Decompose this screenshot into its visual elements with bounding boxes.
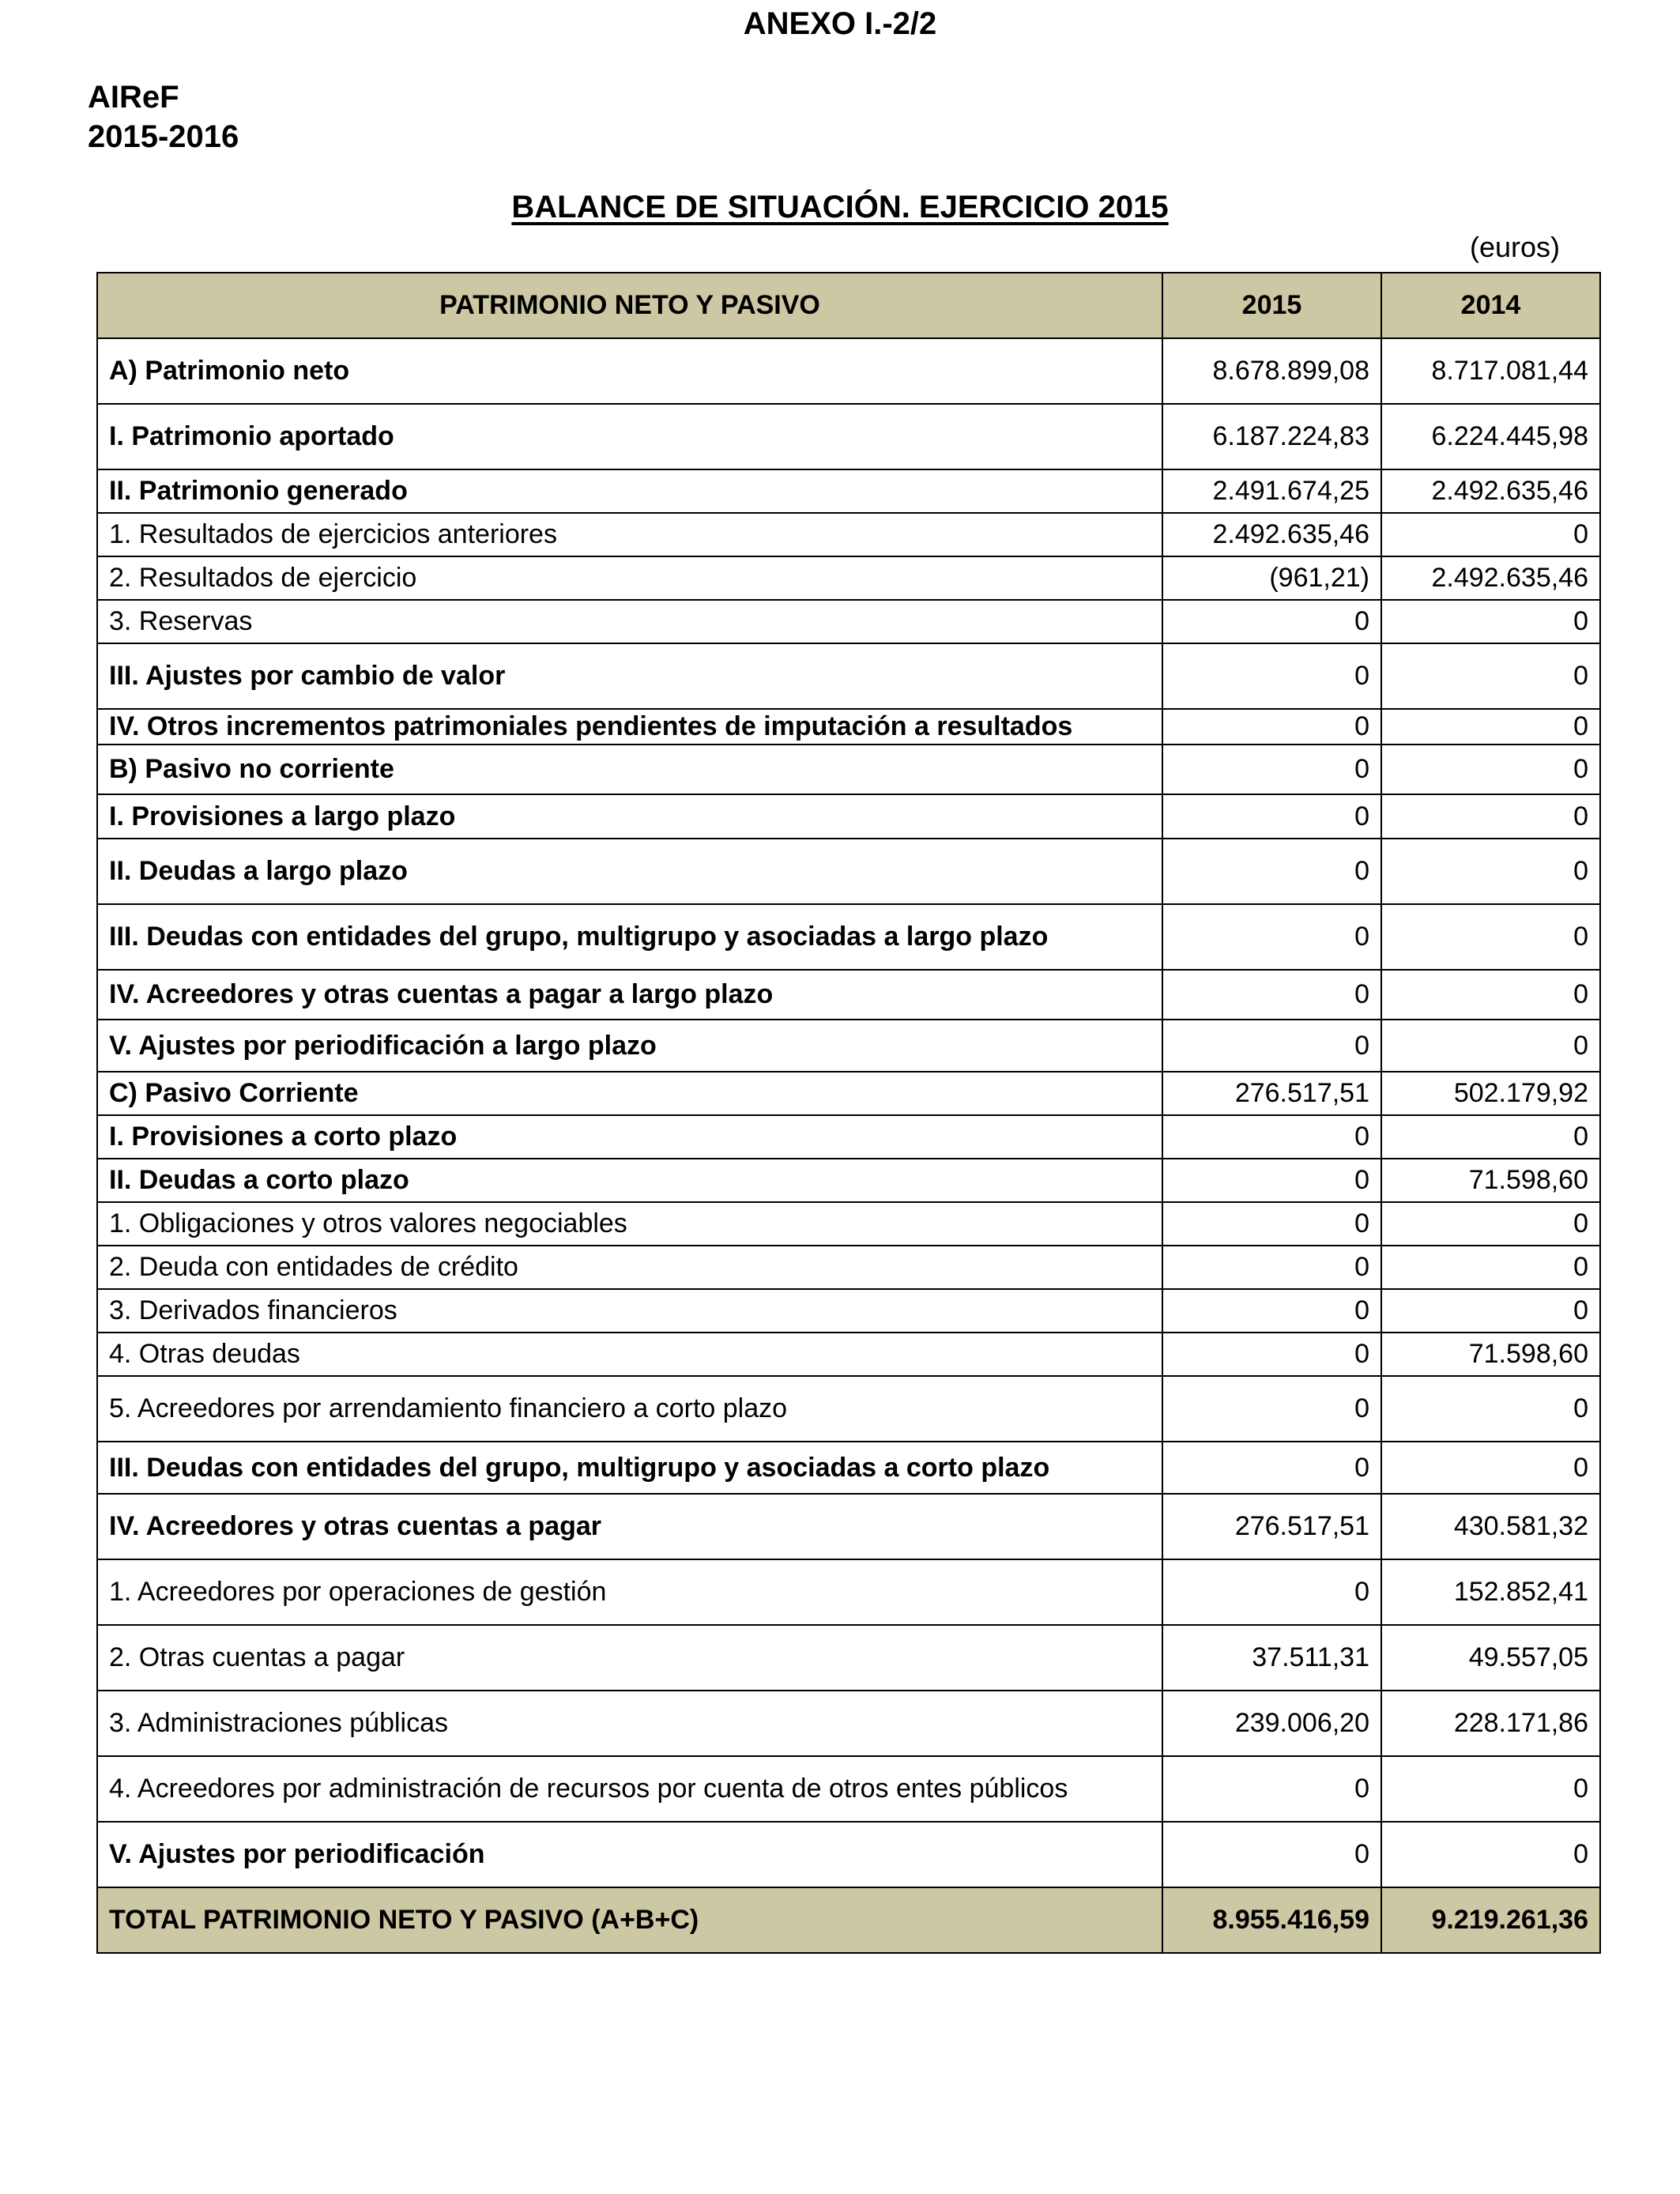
annex-label: ANEXO I.-2/2 [743,6,937,41]
table-row [97,709,1600,745]
table-row [97,1159,1600,1202]
row-value-2014: 6.224.445,98 [1381,404,1600,469]
row-value-2015: 0 [1162,1202,1381,1246]
table-row [97,1246,1600,1289]
total-value-2015: 8.955.416,59 [1162,1887,1381,1953]
row-value-2015: 0 [1162,643,1381,709]
row-label: 5. Acreedores por arrendamiento financiero a corto plazo [97,1376,1162,1442]
row-value-2014: 0 [1381,1115,1600,1159]
row-value-2014: 8.717.081,44 [1381,338,1600,404]
table-row [97,404,1600,469]
row-value-2015: 6.187.224,83 [1162,404,1381,469]
row-value-2014: 502.179,92 [1381,1072,1600,1115]
row-value-2014: 0 [1381,904,1600,970]
table-row [97,794,1600,839]
table-row [97,1202,1600,1246]
row-label: V. Ajustes por periodificación a largo plazo [97,1020,1162,1072]
row-value-2015: 0 [1162,1115,1381,1159]
row-value-2014: 0 [1381,1376,1600,1442]
row-label: 3. Derivados financieros [97,1289,1162,1333]
row-label: C) Pasivo Corriente [97,1072,1162,1115]
table-row [97,1376,1600,1442]
table-row [97,1442,1600,1494]
row-value-2015: 0 [1162,1020,1381,1072]
row-label: 2. Otras cuentas a pagar [97,1625,1162,1691]
table-row [97,904,1600,970]
row-label: I. Patrimonio aportado [97,404,1162,469]
row-value-2014: 152.852,41 [1381,1559,1600,1625]
row-value-2015: 0 [1162,1159,1381,1202]
row-value-2014: 0 [1381,709,1600,745]
units-label: (euros) [1470,231,1561,263]
row-label: II. Deudas a largo plazo [97,839,1162,904]
table-row [97,1756,1600,1822]
row-value-2015: 2.492.635,46 [1162,513,1381,556]
row-value-2015: 0 [1162,970,1381,1020]
row-value-2014: 0 [1381,1289,1600,1333]
row-value-2015: 0 [1162,794,1381,839]
table-row [97,1625,1600,1691]
table-row [97,1822,1600,1887]
row-label: 1. Acreedores por operaciones de gestión [97,1559,1162,1625]
row-value-2015: 2.491.674,25 [1162,469,1381,513]
row-label: 3. Administraciones públicas [97,1691,1162,1756]
row-label: B) Pasivo no corriente [97,745,1162,794]
row-label: 2. Deuda con entidades de crédito [97,1246,1162,1289]
row-label: V. Ajustes por periodificación [97,1822,1162,1887]
table-row [97,513,1600,556]
table-row [97,600,1600,643]
row-label: 4. Acreedores por administración de recursos por cuenta de otros entes públicos [97,1756,1162,1822]
row-value-2014: 0 [1381,600,1600,643]
row-value-2015: 0 [1162,1376,1381,1442]
row-value-2014: 49.557,05 [1381,1625,1600,1691]
row-value-2015: 8.678.899,08 [1162,338,1381,404]
row-value-2014: 2.492.635,46 [1381,556,1600,600]
table-header-row [97,273,1600,338]
table-row [97,1289,1600,1333]
row-label: IV. Otros incrementos patrimoniales pendientes de imputación a resultados [97,709,1162,745]
row-value-2014: 71.598,60 [1381,1333,1600,1376]
row-value-2015: 0 [1162,1756,1381,1822]
row-value-2015: 0 [1162,745,1381,794]
balance-table [96,272,1601,1954]
row-label: 1. Resultados de ejercicios anteriores [97,513,1162,556]
row-value-2015: 37.511,31 [1162,1625,1381,1691]
row-value-2014: 228.171,86 [1381,1691,1600,1756]
row-label: IV. Acreedores y otras cuentas a pagar [97,1494,1162,1559]
table-row [97,1559,1600,1625]
row-label: II. Deudas a corto plazo [97,1159,1162,1202]
row-label: II. Patrimonio generado [97,469,1162,513]
row-value-2014: 0 [1381,970,1600,1020]
row-value-2014: 2.492.635,46 [1381,469,1600,513]
column-header-2015: 2015 [1162,273,1381,338]
row-label: 3. Reservas [97,600,1162,643]
table-row [97,1115,1600,1159]
document-title [0,190,1680,225]
row-value-2015: 0 [1162,600,1381,643]
row-label: 1. Obligaciones y otros valores negociables [97,1202,1162,1246]
balance-table-body [97,273,1600,1953]
row-value-2015: 0 [1162,1333,1381,1376]
table-row [97,338,1600,404]
row-value-2015: 0 [1162,1822,1381,1887]
row-value-2014: 0 [1381,643,1600,709]
table-row [97,745,1600,794]
row-value-2014: 0 [1381,1822,1600,1887]
row-value-2014: 0 [1381,513,1600,556]
row-value-2014: 430.581,32 [1381,1494,1600,1559]
table-row [97,839,1600,904]
row-label: III. Deudas con entidades del grupo, multigrupo y asociadas a corto plazo [97,1442,1162,1494]
row-value-2015: 276.517,51 [1162,1072,1381,1115]
row-value-2015: 0 [1162,904,1381,970]
table-row [97,1072,1600,1115]
row-label: A) Patrimonio neto [97,338,1162,404]
document-title-text: BALANCE DE SITUACIÓN. EJERCICIO 2015 [511,190,1169,224]
row-value-2015: 0 [1162,1289,1381,1333]
period: 2015-2016 [88,119,239,154]
row-label: I. Provisiones a largo plazo [97,794,1162,839]
row-value-2014: 71.598,60 [1381,1159,1600,1202]
row-value-2015: 0 [1162,839,1381,904]
column-header-2014: 2014 [1381,273,1600,338]
row-label: III. Deudas con entidades del grupo, multigrupo y asociadas a largo plazo [97,904,1162,970]
row-value-2014: 0 [1381,794,1600,839]
row-value-2015: 276.517,51 [1162,1494,1381,1559]
row-value-2015: 0 [1162,1559,1381,1625]
row-label: I. Provisiones a corto plazo [97,1115,1162,1159]
table-row [97,469,1600,513]
row-value-2014: 0 [1381,1756,1600,1822]
organization-name: AIReF [88,80,179,115]
table-row [97,556,1600,600]
total-value-2014: 9.219.261,36 [1381,1887,1600,1953]
row-value-2014: 0 [1381,1020,1600,1072]
row-label: IV. Acreedores y otras cuentas a pagar a largo plazo [97,970,1162,1020]
row-value-2014: 0 [1381,839,1600,904]
row-value-2014: 0 [1381,745,1600,794]
row-value-2014: 0 [1381,1246,1600,1289]
row-value-2015: 0 [1162,1442,1381,1494]
total-row [97,1887,1600,1953]
table-row [97,1494,1600,1559]
table-row [97,643,1600,709]
row-label: III. Ajustes por cambio de valor [97,643,1162,709]
row-label: 2. Resultados de ejercicio [97,556,1162,600]
row-value-2014: 0 [1381,1442,1600,1494]
column-header-concept: PATRIMONIO NETO Y PASIVO [97,273,1162,338]
row-value-2015: 0 [1162,1246,1381,1289]
row-label: 4. Otras deudas [97,1333,1162,1376]
table-row [97,1333,1600,1376]
row-value-2014: 0 [1381,1202,1600,1246]
total-label: TOTAL PATRIMONIO NETO Y PASIVO (A+B+C) [97,1887,1162,1953]
organization-block [88,77,239,156]
table-row [97,1020,1600,1072]
row-value-2015: (961,21) [1162,556,1381,600]
table-row [97,970,1600,1020]
table-row [97,1691,1600,1756]
row-value-2015: 239.006,20 [1162,1691,1381,1756]
row-value-2015: 0 [1162,709,1381,745]
